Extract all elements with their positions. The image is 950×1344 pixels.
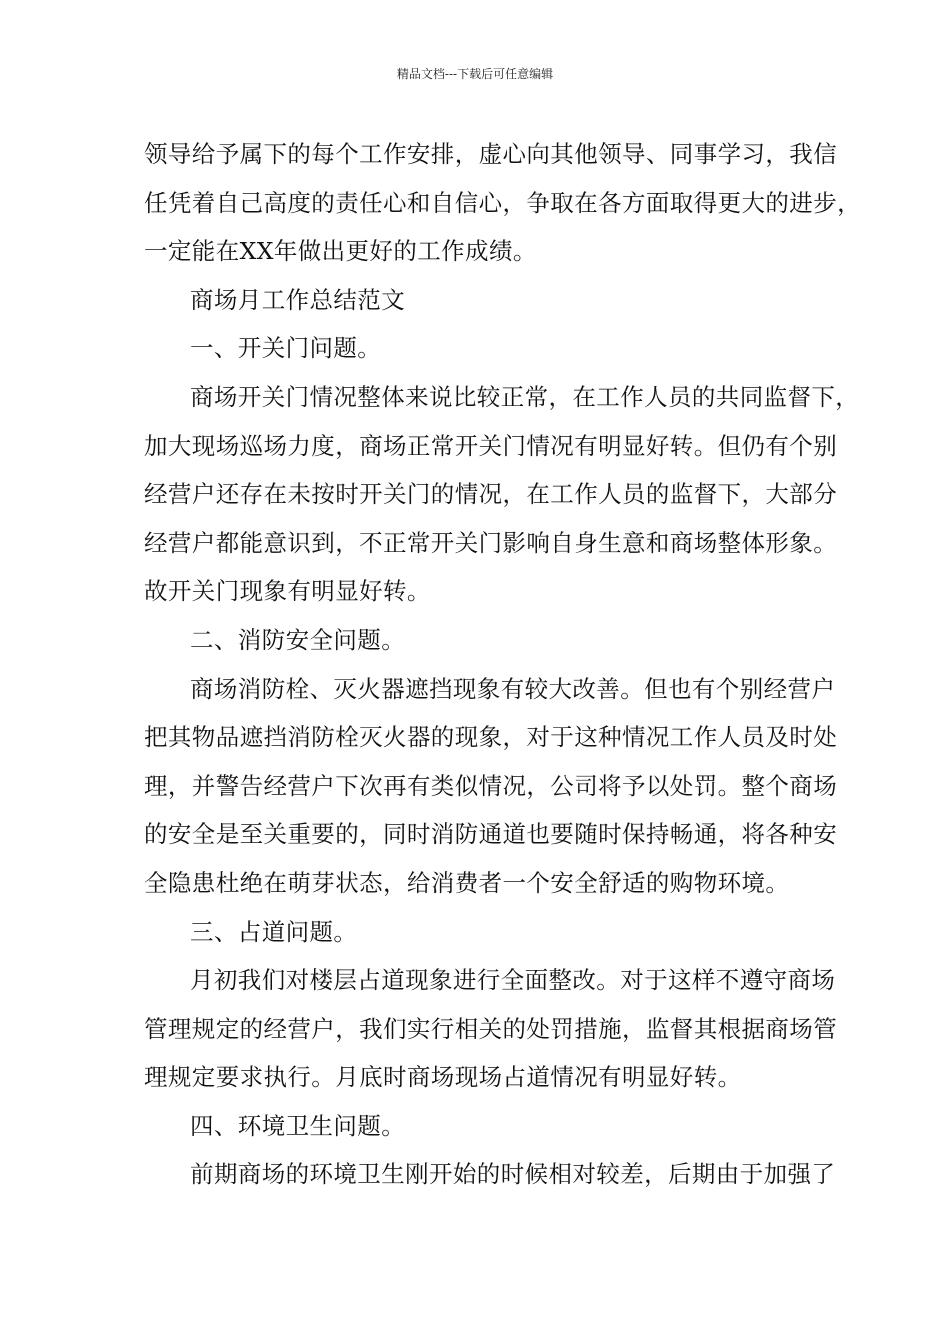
text-line: 商场月工作总结范文 xyxy=(190,285,406,314)
text-line: 全隐患杜绝在萌芽状态，给消费者一个安全舒适的购物环境。 xyxy=(144,868,790,897)
text-line: 的安全是至关重要的，同时消防通道也要随时保持畅通，将各种安 xyxy=(144,820,838,849)
text-line: 理规定要求执行。月底时商场现场占道情况有明显好转。 xyxy=(144,1063,742,1092)
page-header: 精品文档---下载后可任意编辑 xyxy=(396,67,554,81)
text-line: 理，并警告经营户下次再有类似情况，公司将予以处罚。整个商场 xyxy=(144,771,838,800)
text-line: 经营户都能意识到，不正常开关门影响自身生意和商场整体形象。 xyxy=(144,528,838,557)
text-line: 四、环境卫生问题。 xyxy=(190,1111,406,1140)
text-line: 加大现场巡场力度，商场正常开关门情况有明显好转。但仍有个别 xyxy=(144,431,838,460)
text-line: 任凭着自己高度的责任心和自信心，争取在各方面取得更大的进步， xyxy=(144,188,861,217)
text-line: 管理规定的经营户，我们实行相关的处罚措施，监督其根据商场管 xyxy=(144,1014,838,1043)
text-line: 一定能在XX年做出更好的工作成绩。 xyxy=(144,237,537,266)
text-line: 一、开关门问题。 xyxy=(190,334,382,363)
text-line: 前期商场的环境卫生刚开始的时候相对较差，后期由于加强了 xyxy=(190,1160,836,1189)
text-line: 经营户还存在未按时开关门的情况，在工作人员的监督下，大部分 xyxy=(144,480,838,509)
text-line: 月初我们对楼层占道现象进行全面整改。对于这样不遵守商场 xyxy=(190,966,836,995)
text-line: 商场开关门情况整体来说比较正常，在工作人员的共同监督下， xyxy=(190,382,860,411)
text-line: 商场消防栓、灭火器遮挡现象有较大改善。但也有个别经营户 xyxy=(190,674,836,703)
text-line: 三、占道问题。 xyxy=(190,917,358,946)
document-body xyxy=(144,130,861,1199)
text-line: 把其物品遮挡消防栓灭火器的现象，对于这种情况工作人员及时处 xyxy=(144,723,838,752)
text-line: 领导给予属下的每个工作安排，虚心向其他领导、同事学习，我信 xyxy=(144,140,838,168)
text-line: 故开关门现象有明显好转。 xyxy=(144,577,431,606)
text-line: 二、消防安全问题。 xyxy=(190,625,406,654)
